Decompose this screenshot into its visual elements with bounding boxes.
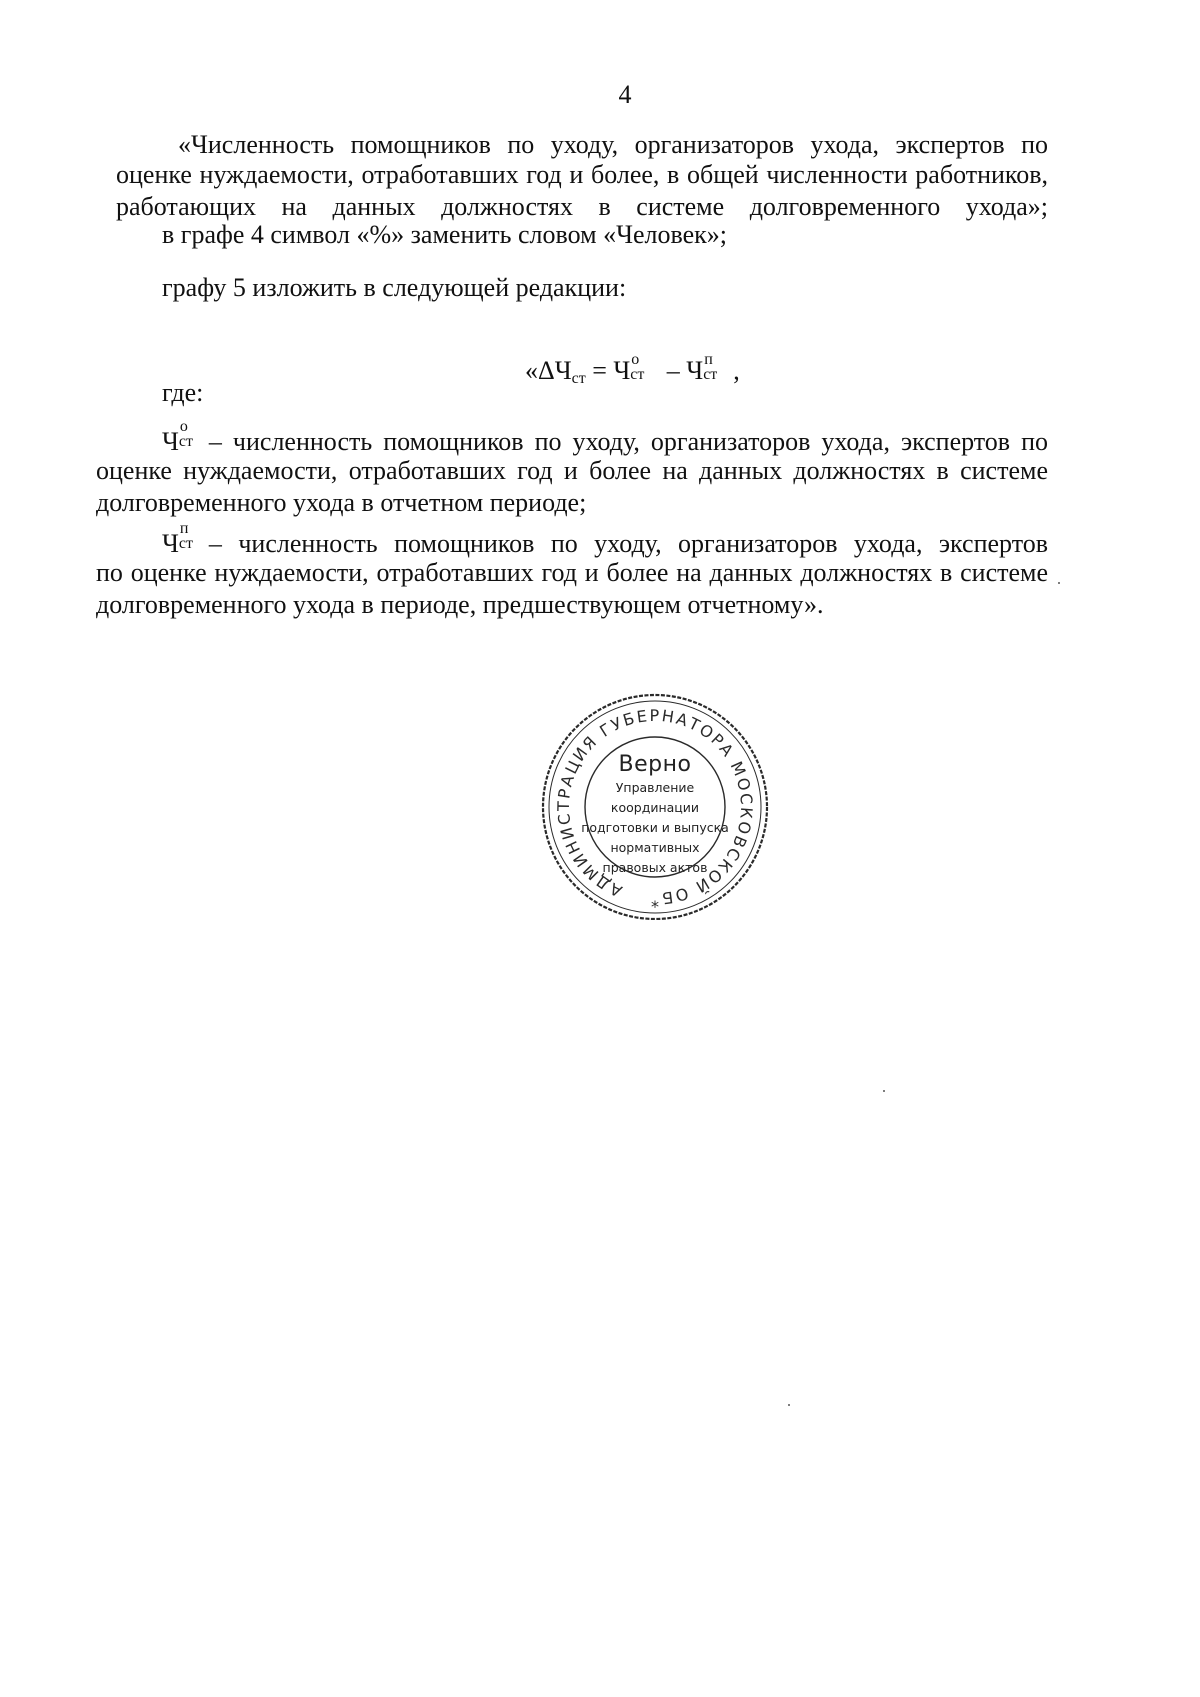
where-label: где:: [162, 378, 204, 407]
definition-2-sup: п: [179, 520, 189, 537]
paragraph-1-line-1: «Численность помощников по уходу, организаторов ухода, экспертов по: [178, 130, 1048, 159]
definition-1-line-2: оценке нуждаемости, отработавших год и более на данных должностях в системе: [96, 456, 1048, 485]
definition-1-line-3: долговременного ухода в отчетном периоде;: [96, 488, 587, 517]
formula-delta-var: ΔЧ: [538, 356, 572, 385]
stamp-line-2: координации: [610, 800, 700, 815]
formula-var2: Ч: [686, 356, 704, 385]
formula-open-quote: «: [525, 356, 538, 385]
formula-var1-sup: о: [631, 351, 640, 368]
paragraph-2: в графе 4 символ «%» заменить словом «Человек»;: [162, 220, 728, 249]
formula-var2-sub: ст: [703, 366, 718, 383]
formula: [525, 351, 740, 388]
page-number: 4: [618, 80, 632, 109]
formula-var2-indices: [703, 351, 733, 383]
stamp-lines: [538, 778, 772, 878]
official-stamp: [538, 690, 772, 920]
definition-2-line-2: по оценке нуждаемости, отработавших год и более на данных должностях в системе: [96, 558, 1048, 587]
formula-var1: Ч: [613, 356, 631, 385]
stamp-star: *: [651, 897, 659, 916]
stamp-ring-text: АДМИНИСТРАЦИЯ ГУБЕРНАТОРА МОСКОВСКОЙ ОБ: [553, 705, 757, 909]
scan-speck: [1058, 582, 1060, 584]
paragraph-3: графу 5 изложить в следующей редакции:: [162, 273, 627, 302]
definition-2-indices: [178, 520, 209, 552]
stamp-line-3: подготовки и выпуска: [581, 820, 729, 835]
definition-2-sub: ст: [178, 535, 193, 552]
formula-tail: ,: [733, 356, 740, 385]
definition-2-symbol: Ч: [162, 529, 179, 558]
formula-equals: =: [585, 356, 614, 385]
definition-1-line-1: [162, 418, 1048, 456]
definition-2-line-1: [162, 520, 1048, 558]
formula-var2-sup: п: [704, 351, 713, 368]
definition-1-sup: о: [179, 418, 188, 435]
formula-delta-sub: ст: [571, 370, 586, 387]
definition-1-sub: ст: [178, 433, 193, 450]
definition-2-text: – численность помощников по уходу, организаторов ухода, экспертов: [208, 529, 1048, 558]
definition-2-line-3: долговременного ухода в периоде, предшествующем отчетному».: [96, 590, 824, 619]
definition-1-text: – численность помощников по уходу, организаторов ухода, экспертов по: [208, 427, 1048, 456]
paragraph-1-line-3: работающих на данных должностях в системе долговременного ухода»;: [116, 192, 1048, 221]
stamp-line-4: нормативных: [610, 840, 700, 855]
formula-var1-sub: ст: [630, 366, 645, 383]
definition-1-symbol: Ч: [162, 427, 179, 456]
stamp-line-1: Управление: [615, 780, 695, 795]
formula-var1-indices: [630, 351, 660, 383]
scan-speck: [788, 1404, 790, 1406]
stamp-title: Верно: [618, 752, 692, 777]
stamp-line-5: правовых актов: [602, 860, 708, 875]
scan-speck: [883, 1090, 885, 1092]
paragraph-1-line-2: оценке нуждаемости, отработавших год и более, в общей численности работников,: [116, 160, 1048, 189]
formula-minus: –: [660, 356, 687, 385]
definition-1-indices: [178, 418, 209, 450]
